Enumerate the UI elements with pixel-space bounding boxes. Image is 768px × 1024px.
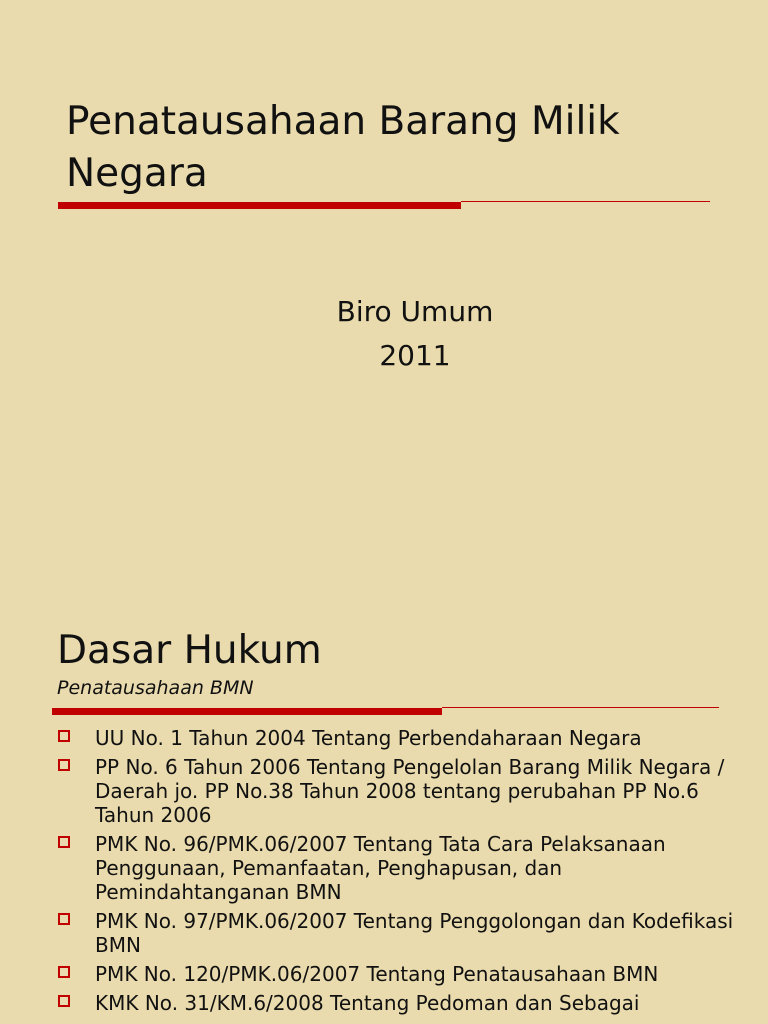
slide-subtitle: Penatausahaan BMN xyxy=(57,677,254,699)
title-divider-thick xyxy=(52,708,442,715)
list-item xyxy=(57,755,747,827)
subtitle-year: 2011 xyxy=(379,339,451,372)
list-item xyxy=(57,991,747,1015)
title-divider-thin xyxy=(461,201,710,202)
hollow-square-bullet-icon xyxy=(58,730,70,742)
hollow-square-bullet-icon xyxy=(58,913,70,925)
slide-subtitle xyxy=(300,290,530,378)
list-item-text: PMK No. 120/PMK.06/2007 Tentang Penatausahaan BMN xyxy=(95,962,659,986)
hollow-square-bullet-icon xyxy=(58,759,70,771)
list-item-text: PMK No. 97/PMK.06/2007 Tentang Penggolongan dan Kodefikasi BMN xyxy=(95,909,734,957)
list-item-text: PMK No. 96/PMK.06/2007 Tentang Tata Cara Pelaksanaan Penggunaan, Pemanfaatan, Penghapusan, dan Pemindahtanganan BMN xyxy=(95,832,666,904)
slide-title: Dasar Hukum xyxy=(57,628,322,673)
hollow-square-bullet-icon xyxy=(58,836,70,848)
list-item xyxy=(57,832,747,904)
title-divider-thin xyxy=(442,707,719,708)
subtitle-organization: Biro Umum xyxy=(336,295,494,328)
title-divider-thick xyxy=(58,202,461,209)
list-item-text: KMK No. 31/KM.6/2008 Tentang Pedoman dan Sebagai xyxy=(95,991,640,1015)
hollow-square-bullet-icon xyxy=(58,995,70,1007)
list-item-text: UU No. 1 Tahun 2004 Tentang Perbendaharaan Negara xyxy=(95,726,642,750)
slide-title: Penatausahaan Barang Milik Negara xyxy=(66,99,620,196)
legal-basis-slide xyxy=(0,620,768,1024)
legal-basis-list xyxy=(57,726,747,1020)
list-item xyxy=(57,726,747,750)
list-item xyxy=(57,962,747,986)
hollow-square-bullet-icon xyxy=(58,966,70,978)
list-item-text: PP No. 6 Tahun 2006 Tentang Pengelolan Barang Milik Negara / Daerah jo. PP No.38 Tahun 2008 tentang perubahan PP No.6 Tahun 2006 xyxy=(95,755,725,827)
list-item xyxy=(57,909,747,957)
